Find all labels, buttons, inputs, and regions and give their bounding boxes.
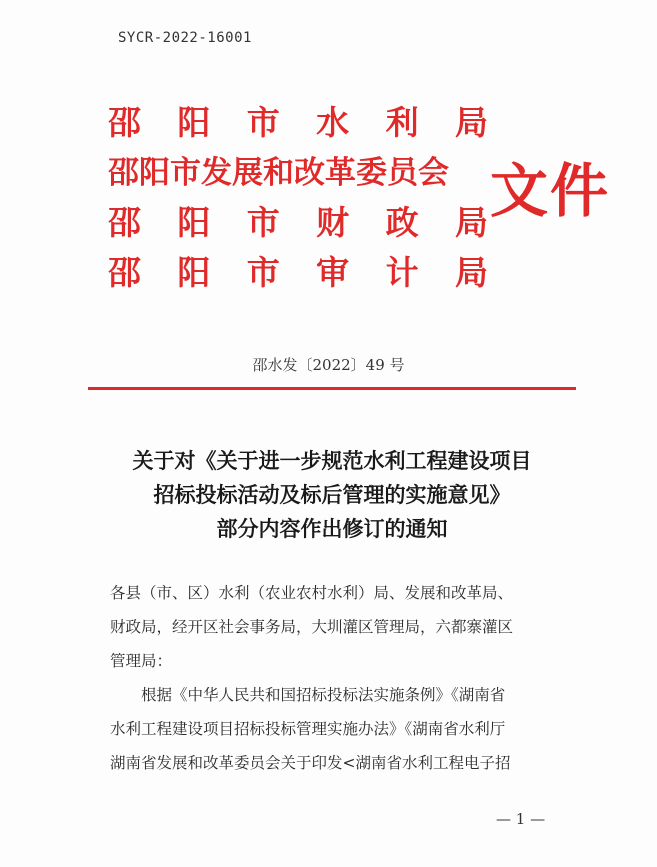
- title-line: 关于对《关于进一步规范水利工程建设项目: [132, 449, 532, 473]
- issuer-name: 邵阳市发展和改革委员会: [108, 155, 449, 191]
- body-line: 根据《中华人民共和国招标投标法实施条例》《湖南省: [141, 686, 506, 704]
- body-line: 各县（市、区）水利（农业农村水利）局、发展和改革局、: [110, 584, 514, 602]
- body-line: 湖南省发展和改革委员会关于印发<湖南省水利工程电子招: [110, 754, 511, 772]
- body-line: 财政局，经开区社会事务局，大圳灌区管理局，六都寨灌区: [110, 618, 514, 636]
- issuer-char: 邵: [108, 203, 141, 242]
- document-serial-number: SYCR-2022-16001: [118, 30, 252, 46]
- document-body: [110, 576, 570, 780]
- issuer-char: 市: [246, 103, 280, 142]
- document-number: 邵水发〔2022〕49 号: [252, 356, 405, 374]
- issuing-authorities: [108, 98, 488, 298]
- issuer-char: 财: [316, 203, 350, 242]
- issuer-char: 阳: [177, 103, 211, 142]
- issuer-char: 局: [454, 103, 488, 142]
- title-line: 招标投标活动及标后管理的实施意见》: [153, 483, 511, 507]
- document-type-label: 文件: [490, 157, 611, 225]
- red-divider-line: [88, 387, 576, 390]
- issuer-char: 计: [385, 253, 419, 292]
- issuer-char: 局: [454, 253, 488, 292]
- issuer-water-bureau: [108, 98, 488, 148]
- issuer-char: 阳: [177, 253, 211, 292]
- issuer-char: 局: [454, 203, 488, 242]
- issuer-char: 邵: [108, 103, 141, 142]
- issuer-char: 市: [246, 203, 280, 242]
- issuer-audit-bureau: [108, 248, 488, 298]
- title-line: 部分内容作出修订的通知: [216, 517, 448, 541]
- issuer-development-reform-commission: [108, 148, 488, 198]
- body-line: 水利工程建设项目招标投标管理实施办法》《湖南省水利厅: [110, 720, 506, 738]
- issuer-char: 政: [385, 203, 419, 242]
- issuer-char: 市: [246, 253, 280, 292]
- issuer-char: 阳: [177, 203, 211, 242]
- body-line: 管理局：: [110, 652, 173, 670]
- page-number: — 1 —: [496, 810, 546, 828]
- issuer-finance-bureau: [108, 198, 488, 248]
- issuer-char: 利: [385, 103, 419, 142]
- issuer-char: 邵: [108, 253, 141, 292]
- document-title: [88, 444, 576, 546]
- issuer-char: 审: [316, 253, 350, 292]
- issuer-char: 水: [316, 103, 350, 142]
